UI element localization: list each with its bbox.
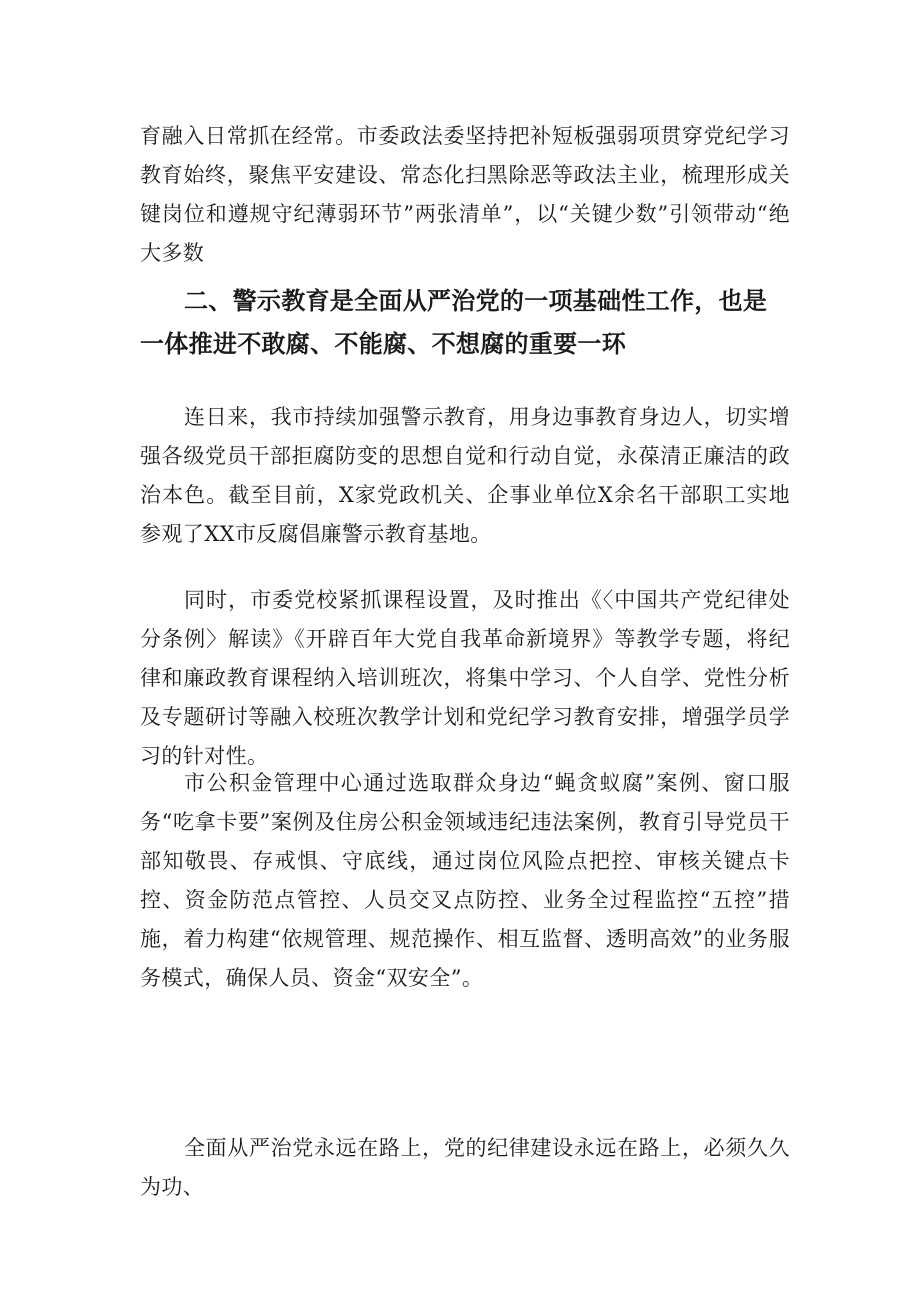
- section-heading: 二、警示教育是全面从严治党的一项基础性工作，也是一体推进不敢腐、不能腐、不想腐的重要一环: [140, 287, 768, 358]
- paragraph-continued: 育融入日常抓在经常。市委政法委坚持把补短板强弱项贯穿党纪学习教育始终，聚焦平安建设、常态化扫黑除恶等政法主业，梳理形成关键岗位和遵规守纪薄弱环节”两张清单”，以“关键少数”引领带动“绝大多数: [140, 124, 790, 265]
- paragraph-housing-fund: 市公积金管理中心通过选取群众身边“蝇贪蚁腐”案例、窗口服务“吃拿卡要”案例及住房公积金领域违纪违法案例，教育引导党员干部知敬畏、存戒惧、守底线，通过岗位风险点把控、审核关键点卡控、资金防范点管控、人员交叉点防控、业务全过程监控“五控”措施，着力构建“依规管理、规范操作、相互监督、透明高效”的业务服务模式，确保人员、资金“双安全”。: [140, 771, 790, 990]
- paragraph-warning-education: 连日来，我市持续加强警示教育，用身边事教育身边人，切实增强各级党员干部拒腐防变的思想自觉和行动自觉，永葆清正廉洁的政治本色。截至目前，X家党政机关、企事业单位X余名干部职工实地参观了XX市反腐倡廉警示教育基地。: [140, 405, 790, 546]
- paragraph-party-school: 同时，市委党校紧抓课程设置，及时推出《〈中国共产党纪律处分条例〉解读》《开辟百年大党自我革命新境界》等教学专题，将纪律和廉政教育课程纳入培训班次，将集中学习、个人自学、党性分析及专题研讨等融入校班次教学计划和党纪学习教育安排，增强学员学习的针对性。: [140, 588, 790, 768]
- paragraph-conclusion: 全面从严治党永远在路上，党的纪律建设永远在路上，必须久久为功、: [140, 1136, 790, 1199]
